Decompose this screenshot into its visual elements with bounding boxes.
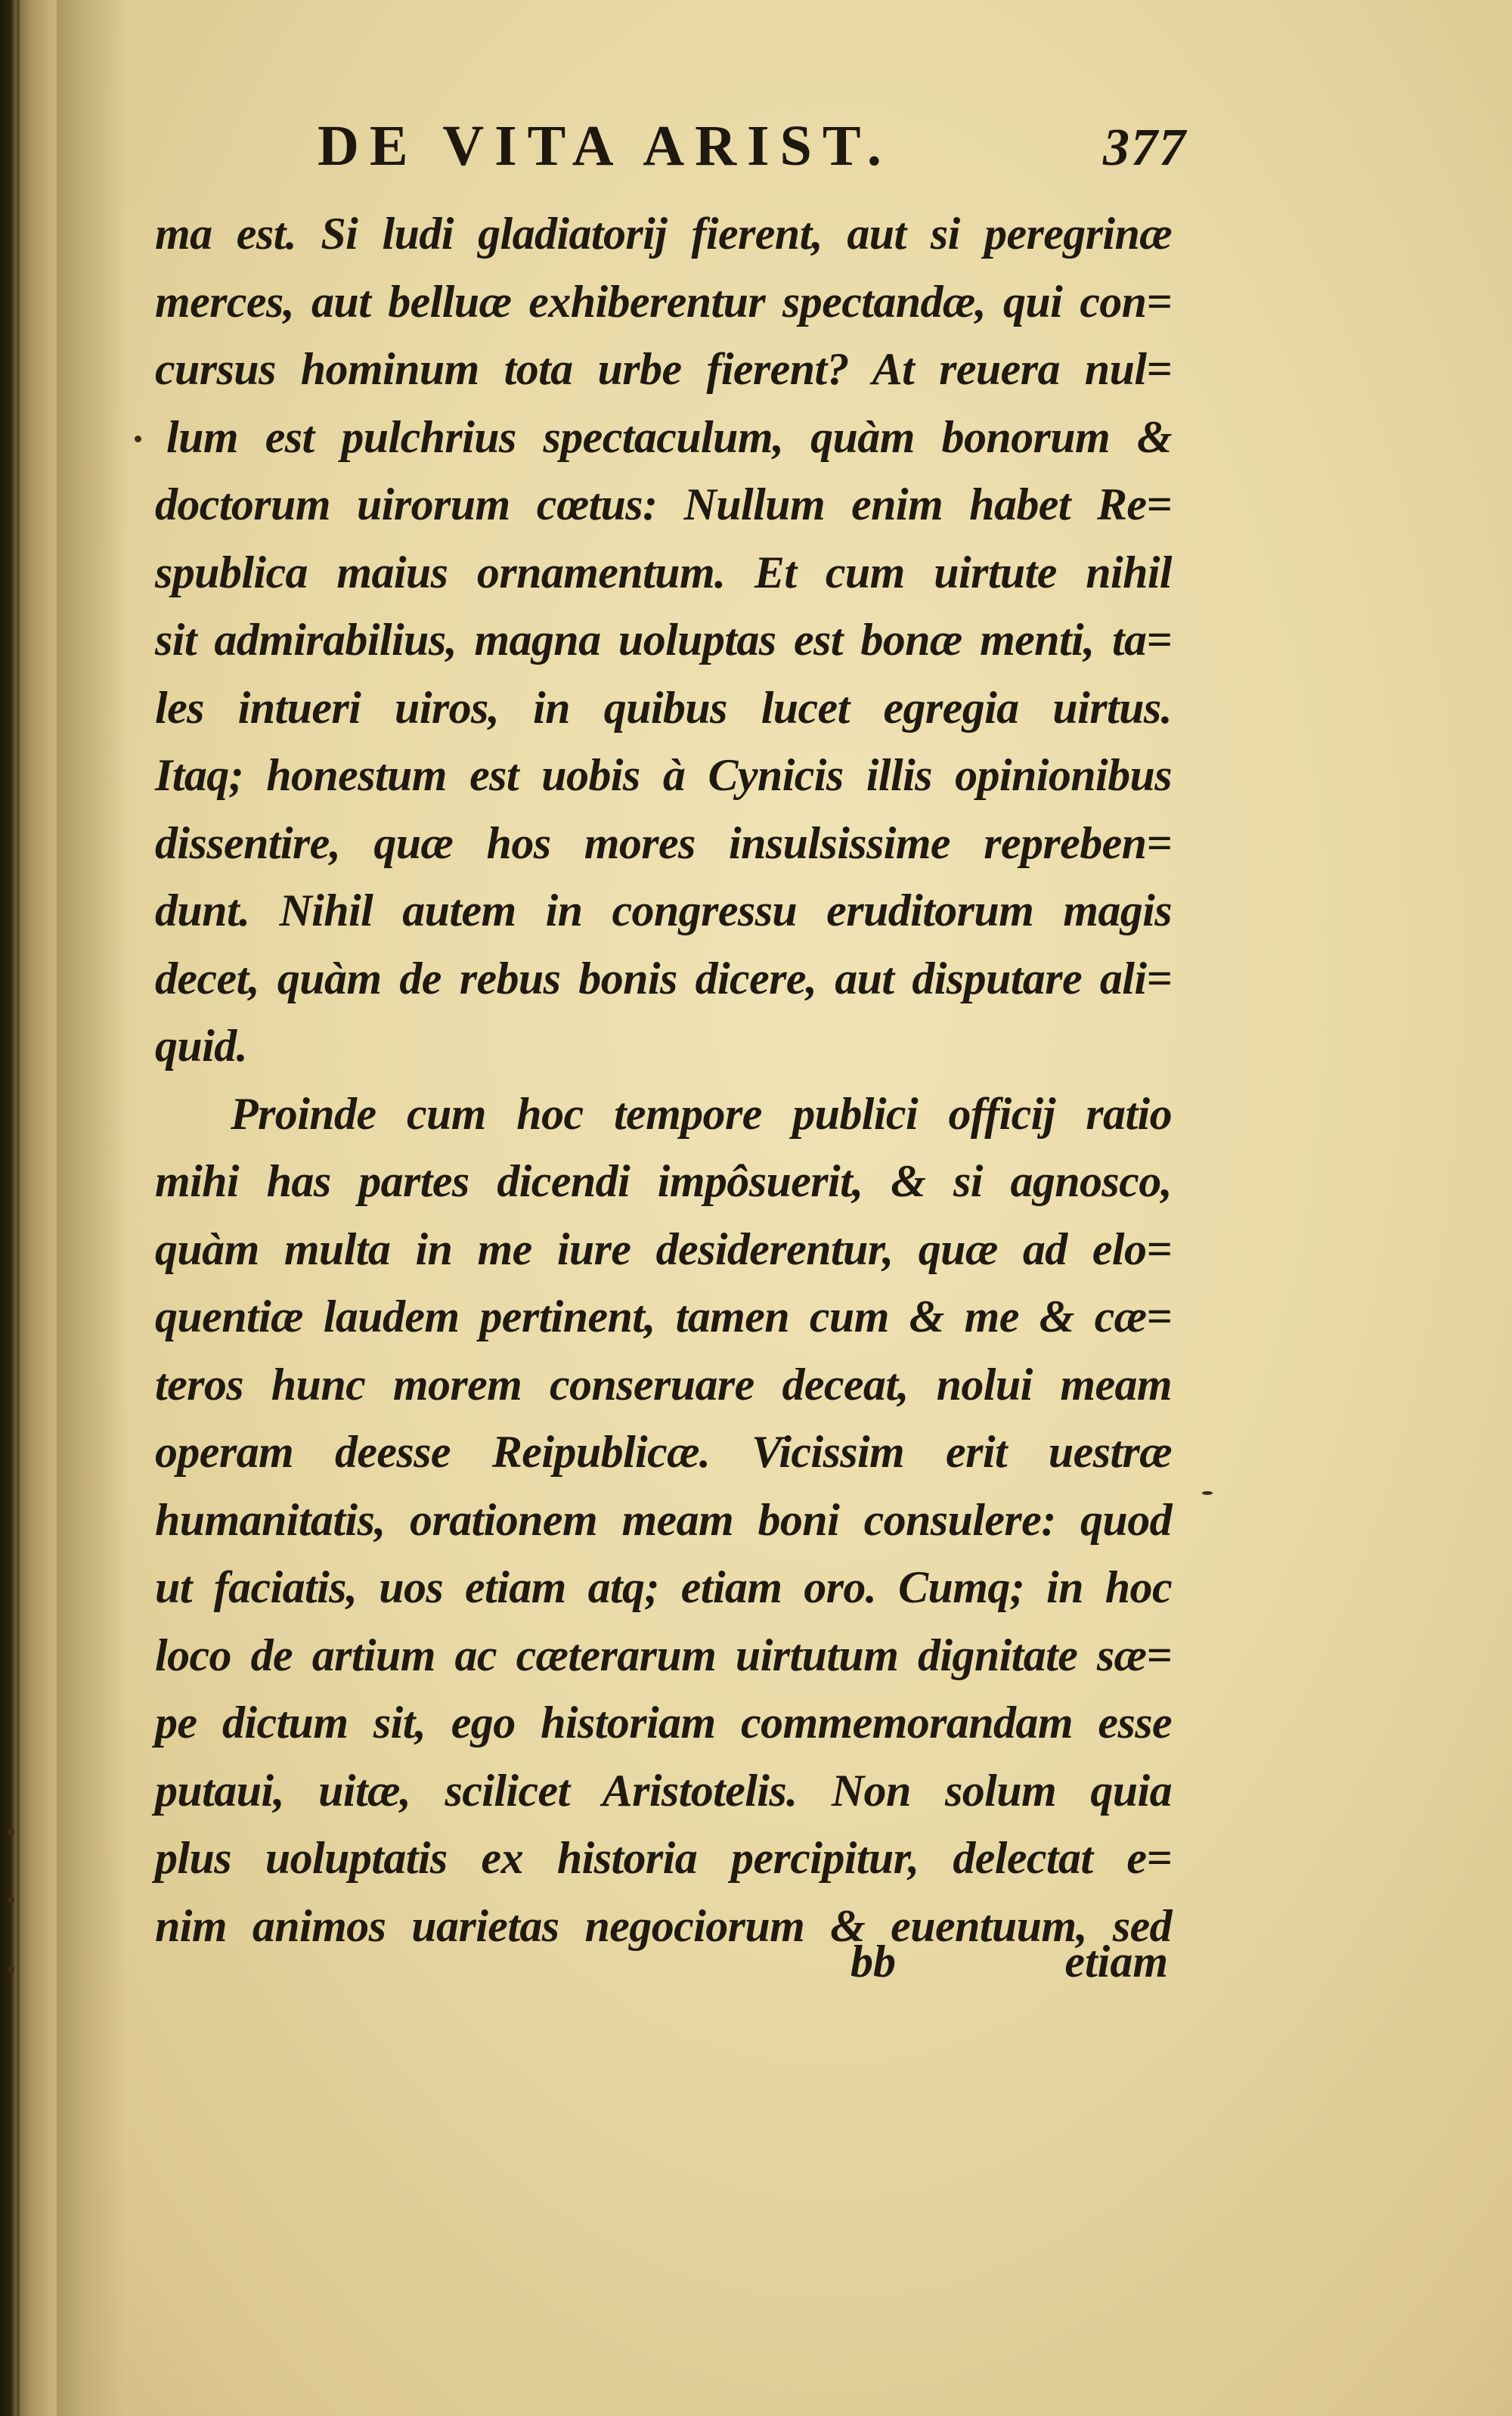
text-line: les intueri uiros, in quibus lucet egregia uirtus. (155, 682, 1172, 733)
running-head (318, 113, 1187, 197)
direction-line (155, 1936, 1168, 2004)
ink-speck (8, 1828, 14, 1835)
gutter-shadow (57, 0, 125, 2416)
text-line: merces, aut belluæ exhiberentur spectandæ, qui con= (155, 276, 1172, 327)
page-number: 377 (1103, 119, 1187, 177)
text-line: Itaq; honestum est uobis à Cynicis illis opinionibus (155, 750, 1172, 800)
text-line: humanitatis, orationem meam boni consulere: quod (155, 1494, 1172, 1545)
text-line: ma est. Si ludi gladiatorij fierent, aut si peregrinæ (155, 209, 1172, 259)
text-line: quàm multa in me iure desiderentur, quæ ad elo= (155, 1224, 1172, 1274)
signature-mark: bb (850, 1937, 896, 1986)
body-text (155, 200, 1172, 1960)
text-line: plus uoluptatis ex historia percipitur, delectat e= (155, 1833, 1172, 1883)
text-line: nim animos uarietas negociorum & euentuum, sed (155, 1900, 1172, 1951)
ink-speck (1202, 1491, 1213, 1495)
text-line: spublica maius ornamentum. Et cum uirtute nihil (155, 547, 1172, 597)
text-line: quid. (155, 1021, 248, 1071)
ink-speck (8, 1897, 14, 1903)
text-line: teros hunc morem conseruare deceat, nolui meam (155, 1359, 1172, 1410)
text-line: putaui, uitæ, scilicet Aristotelis. Non solum quia (155, 1765, 1172, 1816)
text-line: ut faciatis, uos etiam atq; etiam oro. Cumq; in hoc (155, 1562, 1172, 1612)
text-line: mihi has partes dicendi impôsuerit, & si agnosco, (155, 1156, 1172, 1206)
binding-edge (17, 0, 20, 2416)
text-line: decet, quàm de rebus bonis dicere, aut disputare ali= (155, 953, 1172, 1003)
text-line: cursus hominum tota urbe fierent? At reuera nul= (155, 344, 1172, 394)
text-line: loco de artium ac cæterarum uirtutum dignitate sæ= (155, 1630, 1172, 1680)
ink-speck (135, 436, 141, 442)
text-line: dunt. Nihil autem in congressu eruditorum magis (155, 885, 1172, 935)
text-line: sit admirabilius, magna uoluptas est bonæ menti, ta= (155, 615, 1172, 665)
text-line: lum est pulchrius spectaculum, quàm bonorum & (166, 411, 1172, 462)
text-line: operam deesse Reipublicæ. Vicissim erit uestræ (155, 1427, 1172, 1477)
text-line: dissentire, quæ hos mores insulsissime repreben= (155, 817, 1172, 868)
catchword: etiam (1064, 1937, 1168, 1986)
paragraph-start-line: Proinde cum hoc tempore publici officij ratio (231, 1088, 1172, 1139)
text-line: pe dictum sit, ego historiam commemorandam esse (155, 1698, 1172, 1748)
running-head-title: DE VITA ARIST. (318, 114, 892, 178)
text-line: doctorum uirorum cœtus: Nullum enim habet Re= (155, 479, 1172, 529)
text-line: quentiæ laudem pertinent, tamen cum & me & cæ= (155, 1292, 1172, 1341)
ink-speck (8, 1966, 14, 1973)
